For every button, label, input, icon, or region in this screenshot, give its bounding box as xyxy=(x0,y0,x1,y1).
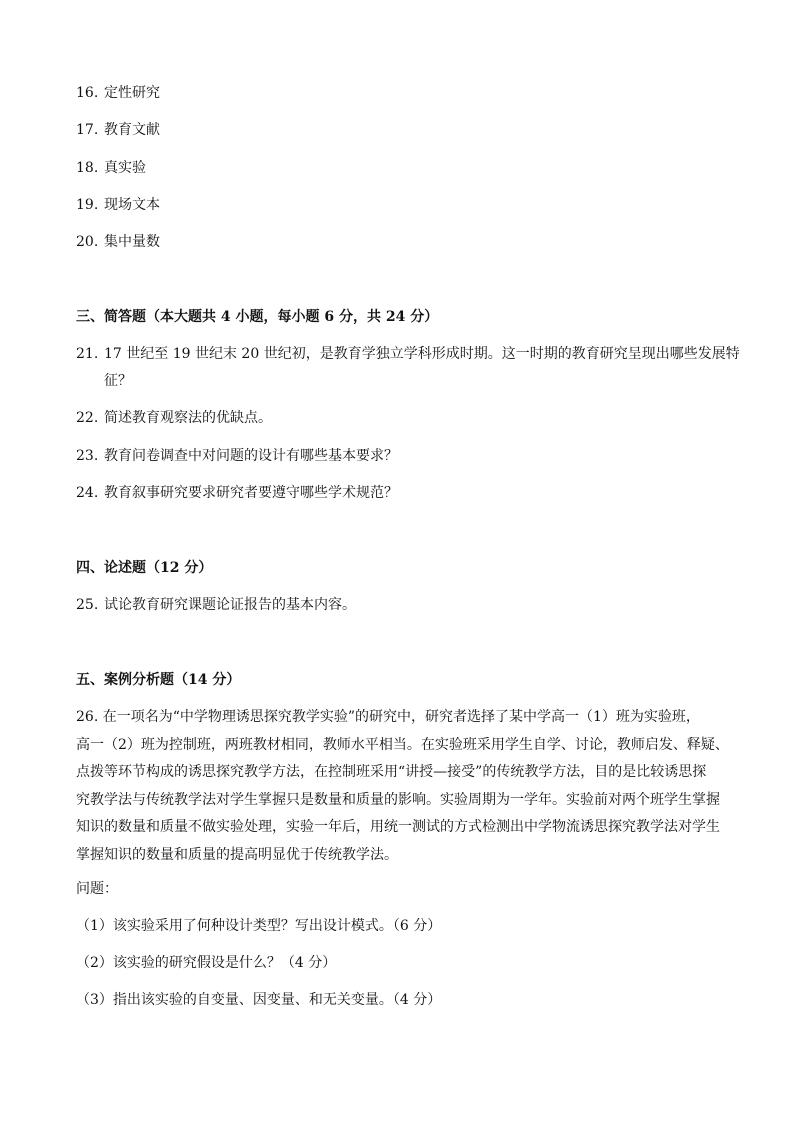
item-number: 22. xyxy=(76,410,99,426)
item-number: 21. xyxy=(76,346,99,362)
paragraph-line: 知识的数量和质量不做实验处理，实验一年后，用统一测试的方式检测出中学物流诱思探究教学法对学生 xyxy=(76,819,720,835)
item-number: 16. xyxy=(76,85,99,101)
item-number: 25. xyxy=(76,597,99,613)
list-item xyxy=(76,195,160,215)
list-item xyxy=(76,158,146,178)
item-text: 现场文本 xyxy=(104,197,160,213)
questions-label: 问题： xyxy=(76,881,118,897)
question-22 xyxy=(76,408,272,428)
question-21 xyxy=(76,344,740,364)
sub-question-3: （3）指出该实验的自变量、因变量、和无关变量。（4 分） xyxy=(76,992,442,1008)
item-text: 试论教育研究课题论证报告的基本内容。 xyxy=(104,597,356,613)
item-text: 教育文献 xyxy=(104,122,160,138)
sub-question-1: （1）该实验采用了何种设计类型？写出设计模式。（6 分） xyxy=(76,918,442,934)
paragraph-line: 高一（2）班为控制班，两班教材相同，教师水平相当。在实验班采用学生自学、讨论，教师启发、释疑、 xyxy=(76,736,729,753)
item-text: 17 世纪至 19 世纪末 20 世纪初，是教育学独立学科形成时期。这一时期的教育研究呈现出哪些发展特 xyxy=(104,346,740,362)
question-21-continuation: 征？ xyxy=(104,373,132,389)
item-number: 23. xyxy=(76,448,99,464)
section-heading-case-analysis: 五、案例分析题（14 分） xyxy=(76,672,241,688)
item-text: 教育叙事研究要求研究者要遵守哪些学术规范？ xyxy=(104,485,398,501)
item-number: 19. xyxy=(76,197,99,213)
item-number: 18. xyxy=(76,160,99,176)
paragraph-line: 究教学法与传统教学法对学生掌握只是数量和质量的影响。实验周期为一学年。实验前对两个班学生掌握 xyxy=(76,791,720,808)
item-number: 24. xyxy=(76,485,99,501)
sub-question-2: （2）该实验的研究假设是什么？（4 分） xyxy=(76,955,337,971)
paragraph-line: 点拨等环节构成的诱思探究教学方法，在控制班采用“讲授—接受”的传统教学方法，目的是比较诱思探 xyxy=(76,764,707,780)
item-number: 17. xyxy=(76,122,99,138)
item-text: 教育问卷调查中对问题的设计有哪些基本要求？ xyxy=(104,448,398,464)
question-24 xyxy=(76,483,398,503)
item-text: 集中量数 xyxy=(104,234,160,250)
item-number: 20. xyxy=(76,234,99,250)
question-23 xyxy=(76,446,398,466)
item-text: 真实验 xyxy=(104,160,146,176)
paragraph-line: 26. 在一项名为“中学物理诱思探究教学实验”的研究中，研究者选择了某中学高一（1）班为实验班， xyxy=(76,709,700,725)
list-item xyxy=(76,120,160,140)
section-heading-essay: 四、论述题（12 分） xyxy=(76,560,213,576)
item-text: 定性研究 xyxy=(104,85,160,101)
item-text: 简述教育观察法的优缺点。 xyxy=(104,410,272,426)
list-item xyxy=(76,232,160,252)
paragraph-line: 掌握知识的数量和质量的提高明显优于传统教学法。 xyxy=(76,846,398,863)
list-item xyxy=(76,83,160,103)
question-26-paragraph xyxy=(76,707,729,872)
section-heading-short-answer: 三、简答题（本大题共 4 小题，每小题 6 分，共 24 分） xyxy=(76,309,439,325)
question-25 xyxy=(76,595,356,615)
